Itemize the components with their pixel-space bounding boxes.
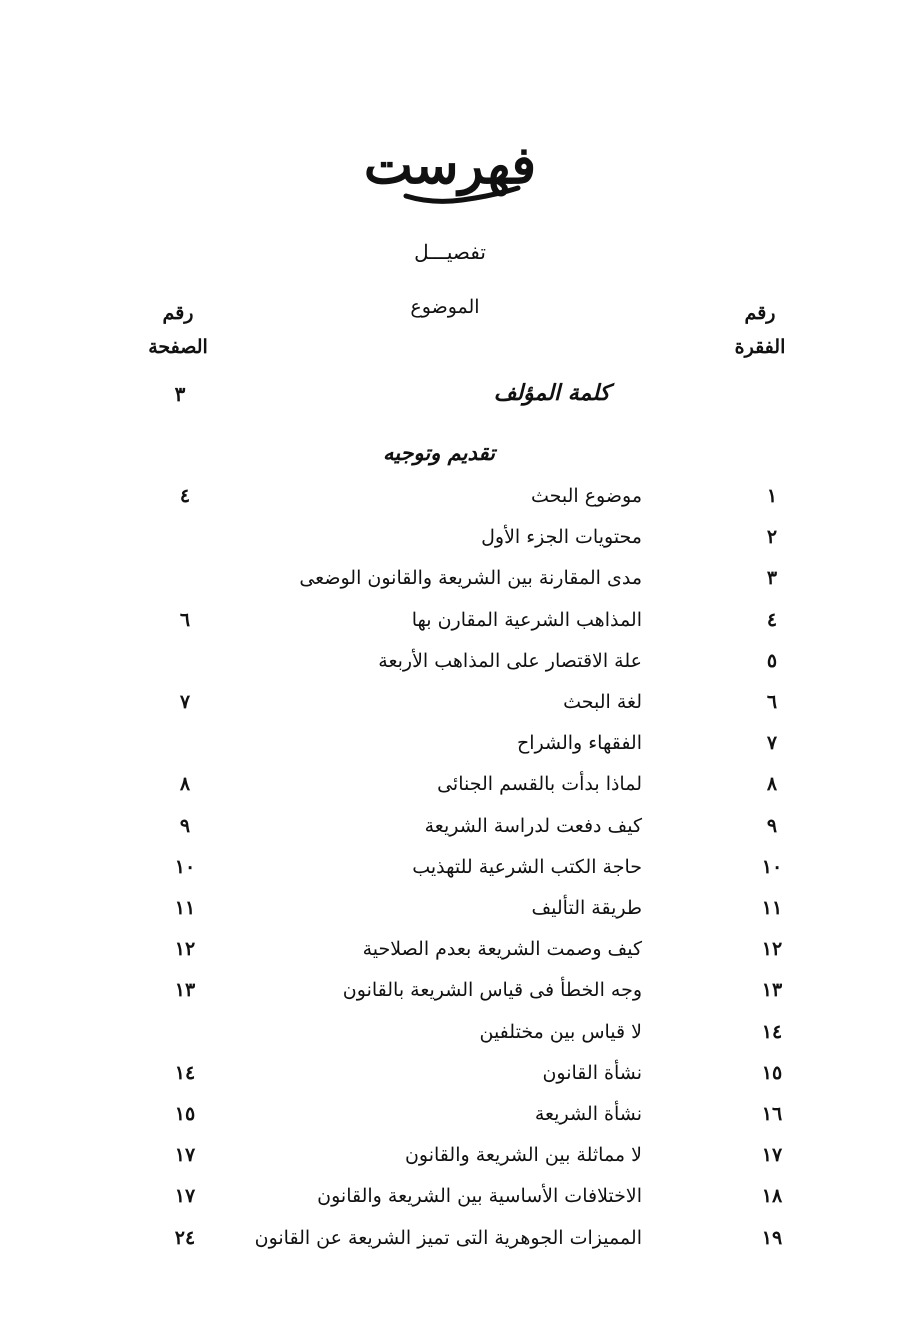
toc-row-topic: لا قياس بين مختلفين <box>479 1020 642 1043</box>
toc-row-topic: كيف دفعت لدراسة الشريعة <box>424 814 642 837</box>
toc-row-number: ١٤ <box>761 1020 783 1043</box>
toc-row <box>0 691 900 731</box>
toc-row-page: ١٧ <box>174 1185 196 1208</box>
toc-row-page: ١٣ <box>174 979 196 1002</box>
toc-row-page: ١٧ <box>174 1144 196 1167</box>
toc-row-number: ٨ <box>766 773 778 796</box>
title-underline-flourish <box>402 178 522 208</box>
toc-row-topic: مدى المقارنة بين الشريعة والقانون الوضعى <box>299 567 642 590</box>
toc-row-page: ١٢ <box>174 938 196 961</box>
toc-row-topic: الاختلافات الأساسية بين الشريعة والقانون <box>317 1185 642 1208</box>
toc-row-number: ١٧ <box>761 1144 783 1167</box>
toc-row-number: ٦ <box>766 691 778 713</box>
section-author-word-page: ٣ <box>174 382 186 406</box>
toc-row-page: ٢٤ <box>174 1226 196 1249</box>
toc-row <box>0 979 900 1019</box>
toc-row-topic: الفقهاء والشراح <box>516 732 642 755</box>
toc-row-topic: حاجة الكتب الشرعية للتهذيب <box>412 855 642 878</box>
toc-row-page: ١١ <box>174 897 196 919</box>
header-para-number: رقم الفقرة <box>734 302 786 358</box>
toc-row-number: ٥ <box>766 649 778 672</box>
header-page-number: رقم الصفحة <box>148 302 208 358</box>
toc-row-topic: المذاهب الشرعية المقارن بها <box>411 608 642 631</box>
toc-row-number: ١٥ <box>761 1061 783 1084</box>
toc-row-number: ١١ <box>761 897 783 919</box>
toc-row-number: ٩ <box>766 814 778 837</box>
toc-row-topic: نشأة الشريعة <box>534 1103 642 1125</box>
toc-row-topic: المميزات الجوهرية التى تميز الشريعة عن القانون <box>254 1226 642 1249</box>
toc-row <box>0 1021 900 1061</box>
section-intro-heading: تقديم وتوجيه <box>382 440 495 465</box>
toc-row-topic: موضوع البحث <box>530 485 642 507</box>
toc-row <box>0 1144 900 1184</box>
toc-row-topic: علة الاقتصار على المذاهب الأربعة <box>378 649 642 672</box>
toc-row-number: ١٩ <box>761 1226 783 1249</box>
header-topic: الموضوع <box>410 296 480 318</box>
toc-row <box>0 609 900 649</box>
toc-row-number: ١٣ <box>761 979 783 1002</box>
page-title: فهرست <box>363 135 537 196</box>
toc-row <box>0 856 900 896</box>
toc-row-topic: كيف وصمت الشريعة بعدم الصلاحية <box>362 938 642 961</box>
toc-row-topic: لغة البحث <box>563 691 642 713</box>
toc-row-number: ١ <box>766 485 778 507</box>
toc-row <box>0 815 900 855</box>
toc-row-topic: لا مماثلة بين الشريعة والقانون <box>404 1144 642 1167</box>
toc-row-topic: طريقة التأليف <box>531 897 642 919</box>
toc-row-number: ١٢ <box>761 938 783 961</box>
toc-row <box>0 1062 900 1102</box>
toc-row-page: ٦ <box>179 608 191 631</box>
toc-row <box>0 1185 900 1225</box>
toc-row-page: ١٤ <box>174 1061 196 1084</box>
toc-row <box>0 526 900 566</box>
toc-row-topic: لماذا بدأت بالقسم الجنائى <box>437 773 642 796</box>
toc-row-number: ١٦ <box>761 1103 783 1125</box>
toc-row-number: ٣ <box>766 567 778 590</box>
toc-row-page: ٨ <box>179 773 191 796</box>
toc-row-number: ١٠ <box>761 855 783 878</box>
toc-row-topic: نشأة القانون <box>542 1061 642 1084</box>
toc-row-page: ١٥ <box>174 1103 196 1125</box>
toc-row-page: ٧ <box>179 691 191 713</box>
toc-row-page: ٤ <box>179 485 191 507</box>
toc-row-topic: وجه الخطأ فى قياس الشريعة بالقانون <box>342 979 642 1002</box>
toc-row <box>0 938 900 978</box>
toc-row-page: ٩ <box>179 814 191 837</box>
toc-row <box>0 1103 900 1143</box>
page-subtitle: تفصيـــل <box>414 240 486 264</box>
toc-row-topic: محتويات الجزء الأول <box>481 526 642 549</box>
toc-row <box>0 650 900 690</box>
toc-row <box>0 897 900 937</box>
toc-row-number: ٧ <box>766 732 778 755</box>
toc-row-number: ١٨ <box>761 1185 783 1208</box>
toc-row <box>0 732 900 772</box>
toc-row-number: ٢ <box>766 526 778 549</box>
toc-row <box>0 485 900 525</box>
toc-row <box>0 567 900 607</box>
toc-row <box>0 773 900 813</box>
section-author-word: كلمة المؤلف <box>493 380 610 406</box>
toc-row <box>0 1227 900 1267</box>
toc-row-number: ٤ <box>766 608 778 631</box>
toc-row-page: ١٠ <box>174 855 196 878</box>
